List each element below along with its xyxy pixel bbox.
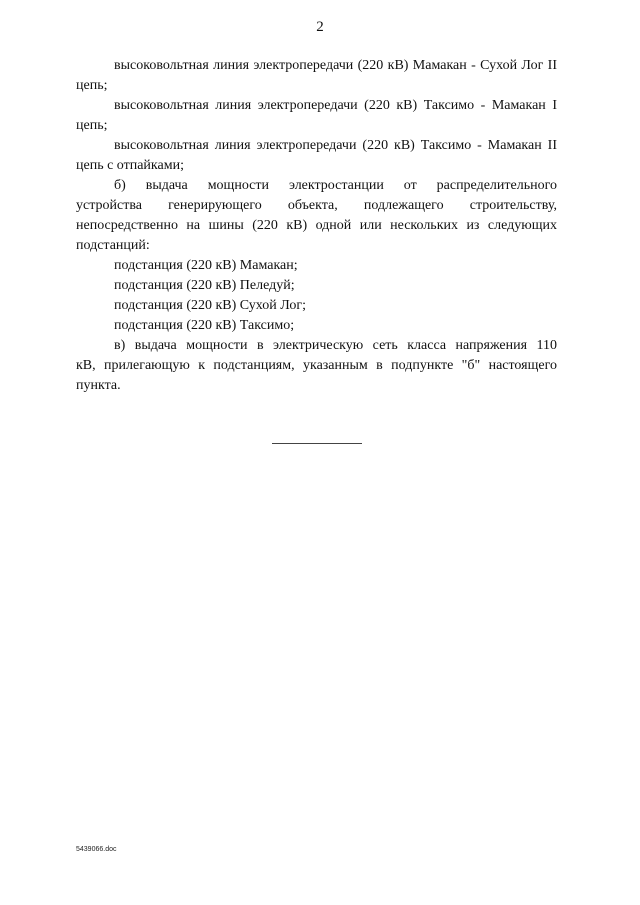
substation-peleduy: подстанция (220 кВ) Пеледуй; xyxy=(114,278,295,293)
document-body xyxy=(76,56,557,396)
page-number: 2 xyxy=(316,19,324,35)
substation-mamakan: подстанция (220 кВ) Мамакан; xyxy=(114,258,298,273)
paragraph-line-1: высоковольтная линия электропередачи (220 кВ) Мамакан - Сухой Лог II цепь; xyxy=(76,58,557,93)
paragraph-line-2: высоковольтная линия электропередачи (220 кВ) Таксимо - Мамакан I цепь; xyxy=(76,98,557,133)
substation-sukhoy-log: подстанция (220 кВ) Сухой Лог; xyxy=(114,298,307,313)
paragraph-item-v: в) выдача мощности в электрическую сеть класса напряжения 110 кВ, прилегающую к подстанциям, указанным в подпункте "б" настоящего пункта. xyxy=(76,338,557,393)
substation-taksimo: подстанция (220 кВ) Таксимо; xyxy=(114,318,295,333)
document-reference: 5439066.doc xyxy=(76,846,117,853)
end-divider-line xyxy=(272,443,362,444)
paragraph-item-b: б) выдача мощности электростанции от распределительного устройства генерирующего объекта, подлежащего строительству, непосредственно на шины (220 кВ) одной или нескольких из следующих подстанций: xyxy=(76,178,557,253)
paragraph-line-3: высоковольтная линия электропередачи (220 кВ) Таксимо - Мамакан II цепь с отпайками; xyxy=(76,138,557,173)
